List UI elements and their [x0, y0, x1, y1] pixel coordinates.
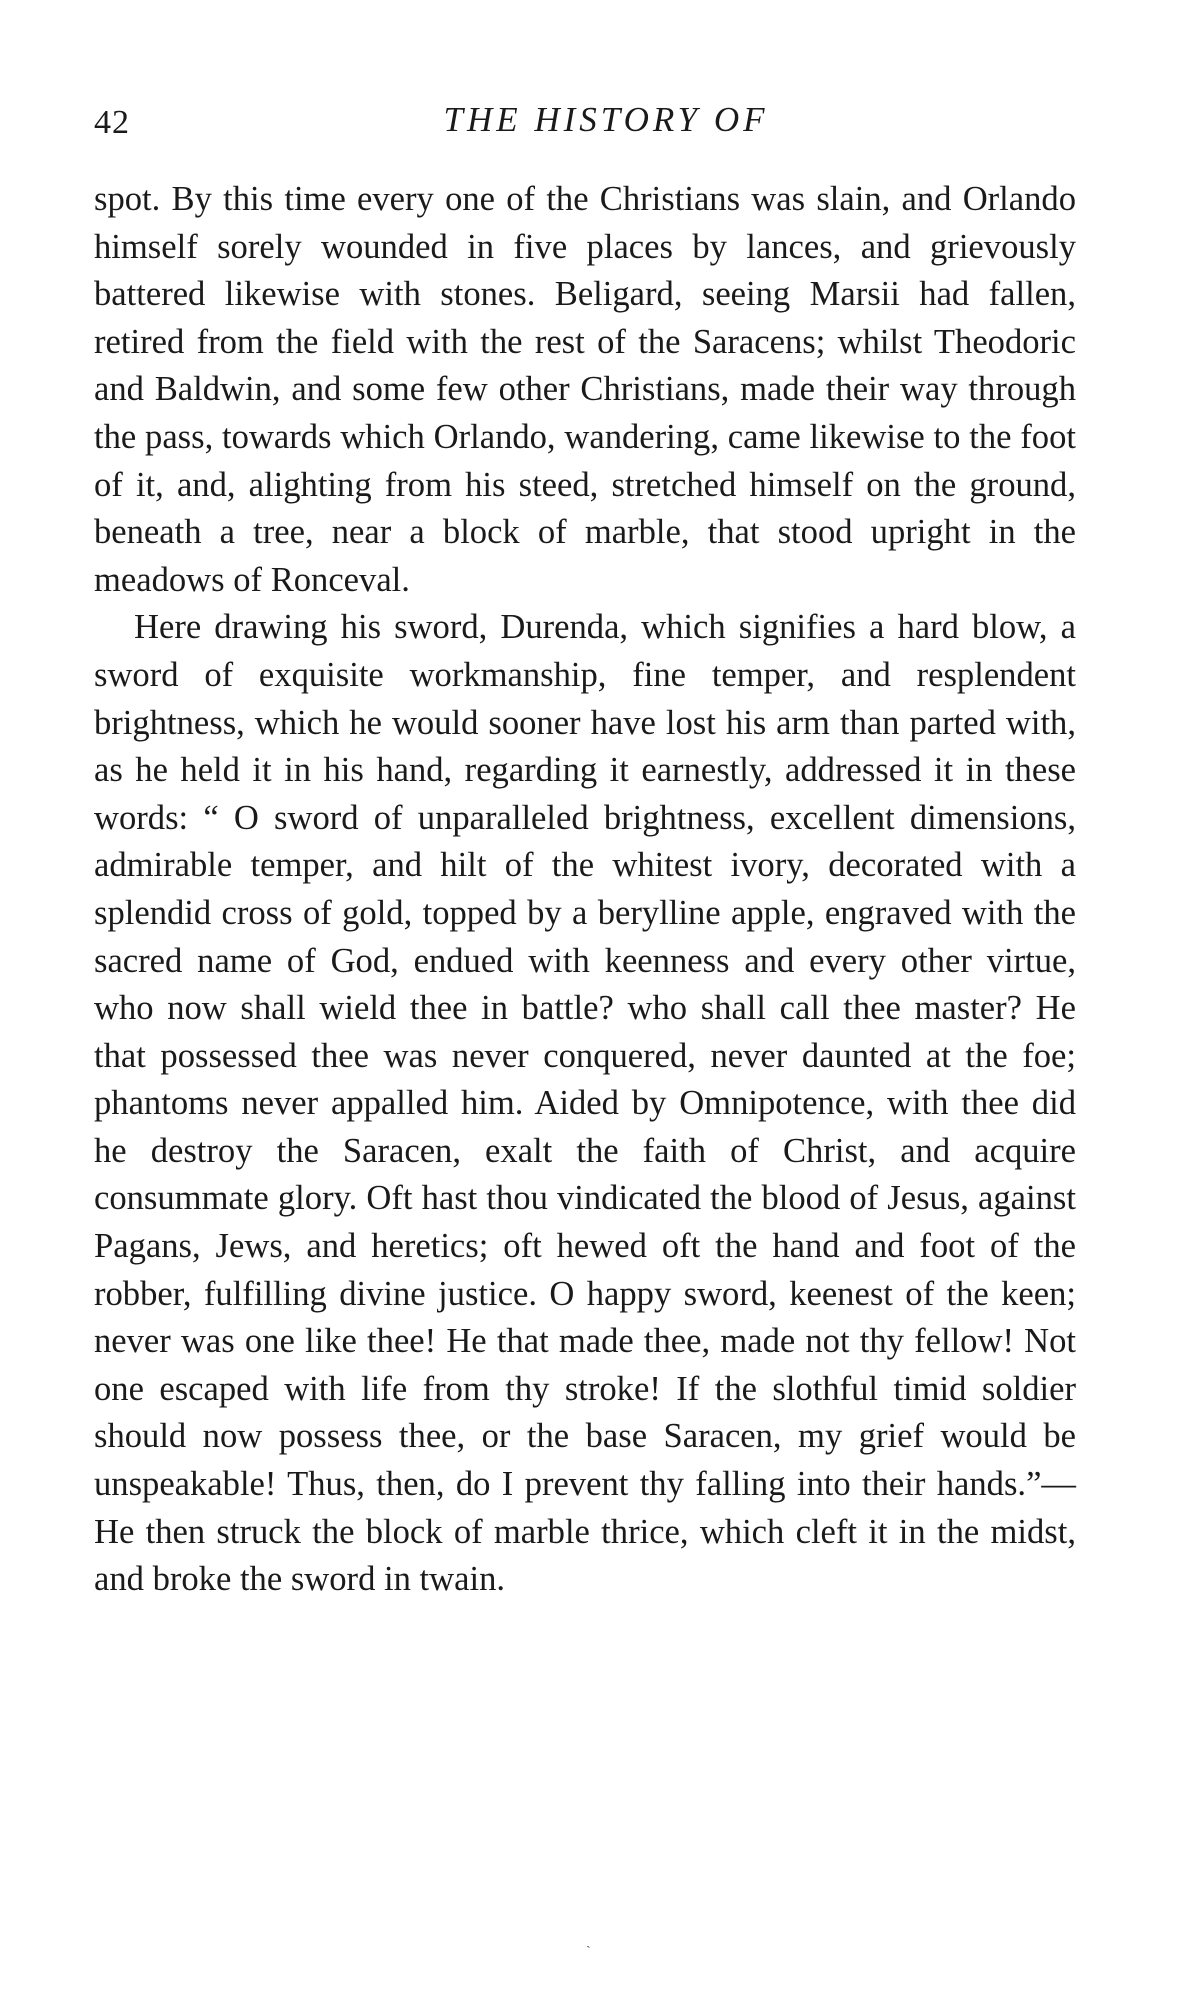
footer-mark: ˎ: [586, 1934, 591, 1949]
page-number: 42: [94, 104, 130, 141]
body-text: [94, 176, 1076, 1604]
page-header: [94, 92, 1084, 142]
running-title: THE HISTORY OF: [443, 100, 769, 139]
paragraph-1: spot. By this time every one of the Christians was slain, and Orlando himself sorely wounded in five places by lances, and grievously battered likewise with stones. Beligard, seeing Marsii had fallen, retired from the field with the rest of the Saracens; whilst Theodoric and Baldwin, and some few other Christians, made their way through the pass, towards which Orlando, wandering, came likewise to the foot of it, and, alighting from his steed, stretched himself on the ground, beneath a tree, near a block of marble, that stood upright in the meadows of Ronceval.: [94, 180, 1076, 599]
paragraph-2: Here drawing his sword, Durenda, which signifies a hard blow, a sword of exquisite workmanship, fine temper, and resplendent brightness, which he would sooner have lost his arm than parted with, as he held it in his hand, regarding it earnestly, addressed it in these words: “ O sword of unparalleled brightness, excellent dimensions, admirable temper, and hilt of the whitest ivory, decorated with a splendid cross of gold, topped by a berylline apple, engraved with the sacred name of God, endued with keenness and every other virtue, who now shall wield thee in battle? who shall call thee master? He that possessed thee was never conquered, never daunted at the foe; phantoms never appalled him. Aided by Omnipotence, with thee did he destroy the Saracen, exalt the faith of Christ, and acquire consummate glory. Oft hast thou vindicated the blood of Jesus, against Pagans, Jews, and heretics; oft hewed oft the hand and foot of the robber, fulfilling divine justice. O happy sword, keenest of the keen; never was one like thee! He that made thee, made not thy fellow! Not one escaped with life from thy stroke! If the slothful timid soldier should now possess thee, or the base Saracen, my grief would be unspeakable! Thus, then, do I prevent thy falling into their hands.”—He then struck the block of marble thrice, which cleft it in the midst, and broke the sword in twain.: [94, 608, 1076, 1599]
